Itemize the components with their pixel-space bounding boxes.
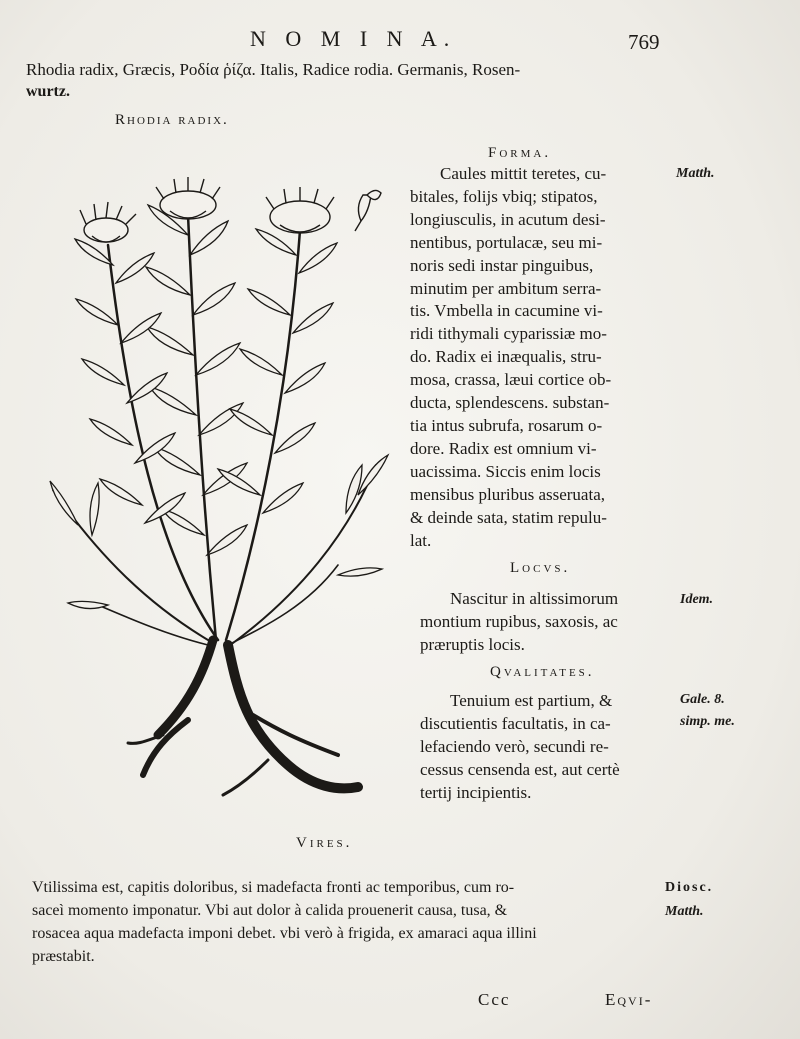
text-line: præruptis locis. bbox=[420, 634, 525, 654]
text-line: Nascitur in altissimorum bbox=[450, 589, 619, 608]
flower-head-right bbox=[266, 187, 334, 233]
text-line: montium rupibus, saxosis, ac bbox=[420, 611, 618, 631]
text-line: tia intus subrufa, rosarum o- bbox=[410, 415, 603, 435]
text-line: Vtilissima est, capitis doloribus, si madefacta fronti ac temporibus, cum ro- bbox=[32, 879, 515, 896]
page-number: 769 bbox=[628, 30, 660, 54]
section-title-forma: Forma. bbox=[488, 145, 552, 161]
flower-detail-small bbox=[355, 190, 381, 231]
section-title-qualitates: Qvalitates. bbox=[490, 664, 595, 680]
section-title-locus: Locvs. bbox=[510, 560, 571, 576]
nomenclature-line-1: Rhodia radix, Græcis, Ροδία ῥίζα. Italis, Radice rodia. Germanis, Rosen- bbox=[26, 60, 521, 79]
margin-note-vires-1: Diosc. bbox=[665, 880, 714, 895]
margin-note-locus: Idem. bbox=[680, 592, 714, 607]
text-line: præstabit. bbox=[32, 947, 95, 965]
text-line: minutim per ambitum serra- bbox=[410, 278, 602, 298]
bleed-through-text bbox=[300, 92, 304, 108]
text-line: ridi tithymali cyparissiæ mo- bbox=[410, 324, 607, 344]
catchword: Eqvi- bbox=[605, 990, 653, 1009]
text-line: Tenuium est partium, & bbox=[450, 691, 613, 710]
text-line: tis. Vmbella in cacumine vi- bbox=[410, 301, 603, 321]
running-title: N O M I N A. bbox=[250, 26, 457, 51]
text-line: rosacea aqua madefacta imponi debet. vbi verò à frigida, ex amaraci aqua illini bbox=[32, 924, 537, 942]
text-line: discutientis facultatis, in ca- bbox=[420, 713, 611, 733]
text-line: mosa, crassa, læui cortice ob- bbox=[410, 370, 612, 390]
text-line: dore. Radix est omnium vi- bbox=[410, 438, 597, 458]
text-line: & deinde sata, statim repulu- bbox=[410, 507, 607, 527]
text-line: do. Radix ei inæqualis, stru- bbox=[410, 347, 602, 367]
rhodia-plant-woodcut bbox=[38, 175, 403, 805]
locus-text bbox=[420, 588, 618, 657]
section-title-vires: Vires. bbox=[296, 835, 353, 851]
margin-note-forma: Matth. bbox=[676, 166, 715, 181]
text-line: noris sedi instar pinguibus, bbox=[410, 255, 594, 275]
flower-head-center bbox=[156, 177, 220, 219]
text-line: ducta, splendescens. substan- bbox=[410, 393, 610, 413]
margin-note-qualitates-1: Gale. 8. bbox=[680, 692, 725, 707]
plant-title: Rhodia radix. bbox=[115, 112, 229, 128]
text-line: bitales, folijs vbiq; stipatos, bbox=[410, 186, 598, 206]
margin-note-vires-2: Matth. bbox=[665, 904, 704, 919]
signature-mark: Ccc bbox=[478, 990, 511, 1009]
text-line: lat. bbox=[410, 530, 432, 550]
text-line: tertij incipientis. bbox=[420, 782, 532, 802]
text-line: lefaciendo verò, secundi re- bbox=[420, 736, 609, 756]
text-line: saceì momento imponatur. Vbi aut dolor à calida prouenerit causa, tusa, & bbox=[32, 901, 508, 919]
text-line: nentibus, portulacæ, seu mi- bbox=[410, 232, 603, 252]
text-line: cessus censenda est, aut certè bbox=[420, 759, 620, 779]
forma-text bbox=[410, 163, 611, 552]
text-line: uacissima. Siccis enim locis bbox=[410, 461, 601, 481]
text-line: mensibus pluribus asseruata, bbox=[410, 484, 605, 504]
text-line: Caules mittit teretes, cu- bbox=[440, 164, 607, 183]
text-line: longiusculis, in acutum desi- bbox=[410, 209, 606, 229]
qualitates-text bbox=[420, 690, 620, 805]
flower-head-left bbox=[80, 202, 136, 242]
margin-note-qualitates-2: simp. me. bbox=[680, 714, 735, 729]
nomenclature-line-2: wurtz. bbox=[26, 83, 70, 100]
vires-text bbox=[32, 877, 537, 969]
